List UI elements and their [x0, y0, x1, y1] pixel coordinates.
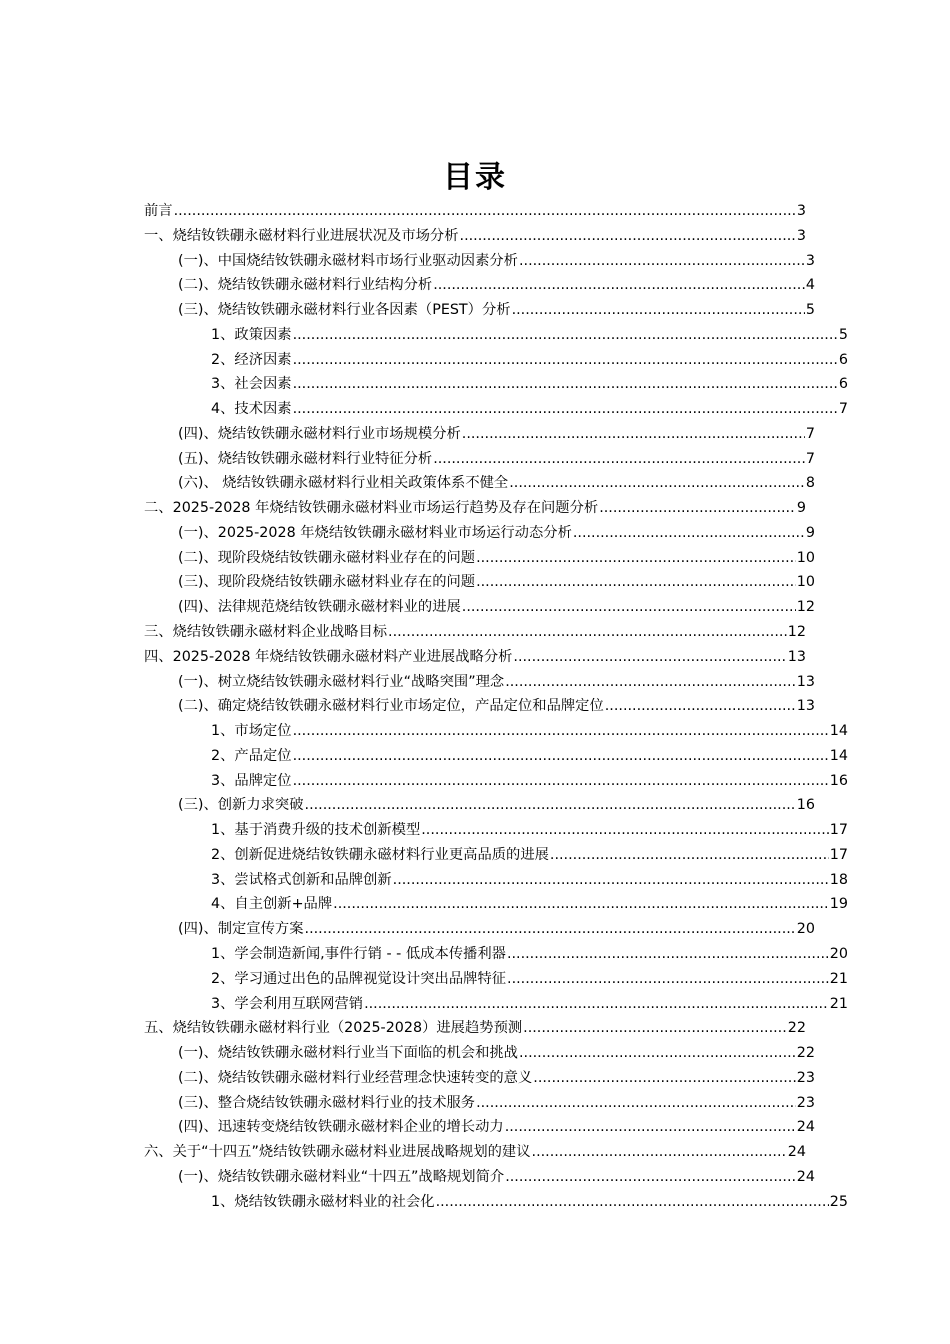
toc-entry[interactable] — [144, 224, 806, 249]
toc-page-number: 25 — [829, 1193, 848, 1210]
toc-entry-label: 3、社会因素 — [211, 376, 292, 393]
toc-entry-label: (三)、整合烧结钕铁硼永磁材料行业的技术服务 — [178, 1094, 476, 1111]
toc-dot-leader — [507, 942, 829, 967]
toc-entry[interactable] — [144, 298, 815, 323]
toc-dot-leader — [519, 1041, 796, 1066]
toc-dot-leader — [505, 1115, 796, 1140]
toc-page-number: 13 — [796, 698, 815, 715]
toc-dot-leader — [436, 1190, 829, 1215]
toc-page-number: 3 — [805, 252, 815, 269]
toc-entry-label: 3、品牌定位 — [211, 772, 292, 789]
toc-page-number: 16 — [829, 772, 848, 789]
toc-entry-label: 二、2025-2028 年烧结钕铁硼永磁材料业市场运行趋势及存在问题分析 — [144, 500, 599, 517]
toc-page-number: 19 — [829, 896, 848, 913]
toc-entry-label: 六、关于“十四五”烧结钕铁硼永磁材料业进展战略规划的建议 — [144, 1144, 531, 1161]
toc-entry[interactable] — [144, 917, 815, 942]
toc-entry-label: 2、创新促进烧结钕铁硼永磁材料行业更高品质的进展 — [211, 846, 549, 863]
toc-entry[interactable] — [144, 694, 815, 719]
toc-dot-leader — [460, 224, 796, 249]
toc-dot-leader — [523, 1016, 787, 1041]
toc-entry[interactable] — [144, 595, 815, 620]
toc-entry[interactable] — [144, 1165, 815, 1190]
toc-entry-label: (三)、现阶段烧结钕铁硼永磁材料业存在的问题 — [178, 574, 476, 591]
toc-dot-leader — [512, 298, 805, 323]
toc-page-number: 17 — [829, 822, 848, 839]
toc-entry-label: 1、烧结钕铁硼永磁材料业的社会化 — [211, 1193, 435, 1210]
toc-page-number: 24 — [796, 1168, 815, 1185]
toc-entry[interactable] — [144, 372, 848, 397]
toc-entry-label: 四、2025-2028 年烧结钕铁硼永磁材料产业进展战略分析 — [144, 648, 513, 665]
toc-dot-leader — [550, 843, 829, 868]
toc-dot-leader — [462, 422, 805, 447]
toc-page-number: 23 — [796, 1094, 815, 1111]
toc-entry[interactable] — [144, 323, 848, 348]
toc-entry[interactable] — [144, 422, 815, 447]
toc-dot-leader — [293, 397, 838, 422]
toc-entry-label: (一)、2025-2028 年烧结钕铁硼永磁材料业市场运行动态分析 — [178, 524, 572, 541]
toc-entry[interactable] — [144, 496, 806, 521]
toc-entry[interactable] — [144, 1190, 848, 1215]
toc-page-number: 13 — [796, 673, 815, 690]
toc-page-number: 6 — [838, 351, 848, 368]
toc-entry-label: (五)、烧结钕铁硼永磁材料行业特征分析 — [178, 450, 433, 467]
toc-entry-label: (四)、法律规范烧结钕铁硼永磁材料业的进展 — [178, 599, 461, 616]
toc-entry[interactable] — [144, 397, 848, 422]
toc-dot-leader — [305, 793, 796, 818]
toc-entry[interactable] — [144, 992, 848, 1017]
toc-dot-leader — [388, 620, 787, 645]
toc-entry-label: 4、自主创新+品牌 — [211, 896, 333, 913]
toc-page-number: 5 — [805, 302, 815, 319]
toc-entry[interactable] — [144, 1140, 806, 1165]
toc-dot-leader — [573, 521, 805, 546]
toc-dot-leader — [293, 348, 838, 373]
toc-entry[interactable] — [144, 199, 806, 224]
toc-page-number: 12 — [796, 599, 815, 616]
toc-page-number: 22 — [787, 1020, 806, 1037]
toc-entry[interactable] — [144, 1091, 815, 1116]
toc-page-number: 4 — [805, 277, 815, 294]
toc-entry-label: (三)、烧结钕铁硼永磁材料行业各因素（PEST）分析 — [178, 302, 511, 319]
toc-entry[interactable] — [144, 892, 848, 917]
toc-entry-label: 五、烧结钕铁硼永磁材料行业（2025-2028）进展趋势预测 — [144, 1020, 523, 1037]
toc-entry-label: (六)、 烧结钕铁硼永磁材料行业相关政策体系不健全 — [178, 475, 509, 492]
toc-dot-leader — [293, 744, 829, 769]
toc-entry[interactable] — [144, 868, 848, 893]
toc-page-number: 23 — [796, 1069, 815, 1086]
toc-entry-label: 前言 — [144, 203, 173, 219]
toc-page-number: 13 — [787, 648, 806, 665]
toc-entry[interactable] — [144, 620, 806, 645]
toc-dot-leader — [293, 769, 829, 794]
toc-dot-leader — [433, 273, 805, 298]
toc-page-number: 17 — [829, 846, 848, 863]
toc-page-number: 3 — [796, 227, 806, 244]
toc-entry-label: 三、烧结钕铁硼永磁材料企业战略目标 — [144, 624, 388, 641]
toc-entry[interactable] — [144, 471, 815, 496]
toc-dot-leader — [433, 447, 805, 472]
toc-dot-leader — [476, 570, 796, 595]
toc-entry[interactable] — [144, 793, 815, 818]
toc-page-number: 5 — [838, 326, 848, 343]
toc-page-number: 10 — [796, 549, 815, 566]
toc-page-number: 21 — [829, 970, 848, 987]
toc-page-number: 20 — [829, 945, 848, 962]
toc-dot-leader — [293, 372, 838, 397]
toc-title: 目录 — [443, 160, 507, 195]
toc-entry-label: 1、基于消费升级的技术创新模型 — [211, 822, 421, 839]
toc-page-number: 7 — [838, 401, 848, 418]
toc-dot-leader — [599, 496, 796, 521]
toc-page-number: 20 — [796, 921, 815, 938]
toc-dot-leader — [476, 1091, 796, 1116]
toc-entry[interactable] — [144, 769, 848, 794]
toc-dot-leader — [505, 670, 796, 695]
toc-entry-label: (二)、烧结钕铁硼永磁材料行业经营理念快速转变的意义 — [178, 1069, 533, 1086]
toc-dot-leader — [333, 892, 829, 917]
toc-page-number: 8 — [805, 475, 815, 492]
toc-page-number: 3 — [796, 203, 806, 219]
toc-entry-label: 2、经济因素 — [211, 351, 292, 368]
toc-entry[interactable] — [144, 1066, 815, 1091]
toc-dot-leader — [505, 1165, 796, 1190]
toc-entry-label: 4、技术因素 — [211, 401, 292, 418]
toc-entry[interactable] — [144, 1016, 806, 1041]
toc-dot-leader — [293, 323, 838, 348]
toc-entry-label: (二)、烧结钕铁硼永磁材料行业结构分析 — [178, 277, 433, 294]
toc-entry[interactable] — [144, 942, 848, 967]
toc-page-number: 24 — [787, 1144, 806, 1161]
toc-dot-leader — [174, 199, 796, 224]
toc-entry[interactable] — [144, 818, 848, 843]
toc-dot-leader — [305, 917, 796, 942]
toc-dot-leader — [421, 818, 829, 843]
toc-dot-leader — [519, 249, 805, 274]
toc-dot-leader — [532, 1140, 787, 1165]
toc-page-number: 7 — [805, 425, 815, 442]
toc-entry[interactable] — [144, 249, 815, 274]
toc-entry-label: (二)、现阶段烧结钕铁硼永磁材料业存在的问题 — [178, 549, 476, 566]
toc-dot-leader — [507, 967, 829, 992]
toc-entry-label: 3、学会利用互联网营销 — [211, 995, 364, 1012]
toc-entry-label: 1、政策因素 — [211, 326, 292, 343]
toc-entry-label: 3、尝试格式创新和品牌创新 — [211, 871, 392, 888]
toc-entry-label: 2、学习通过出色的品牌视觉设计突出品牌特征 — [211, 970, 507, 987]
toc-entry[interactable] — [144, 645, 806, 670]
toc-entry-label: 1、学会制造新闻,事件行销 - - 低成本传播利器 — [211, 945, 506, 962]
toc-entry[interactable] — [144, 967, 848, 992]
toc-entry-label: (四)、迅速转变烧结钕铁硼永磁材料企业的增长动力 — [178, 1119, 504, 1136]
toc-entry[interactable] — [144, 1041, 815, 1066]
toc-dot-leader — [476, 546, 796, 571]
toc-entry[interactable] — [144, 670, 815, 695]
toc-entry-label: (三)、创新力求突破 — [178, 797, 304, 814]
toc-entry[interactable] — [144, 843, 848, 868]
toc-entry-label: 2、产品定位 — [211, 747, 292, 764]
toc-page-number: 12 — [787, 624, 806, 641]
toc-entry[interactable] — [144, 447, 815, 472]
toc-page-number: 10 — [796, 574, 815, 591]
toc-entry[interactable] — [144, 273, 815, 298]
toc-page-number: 16 — [796, 797, 815, 814]
toc-entry[interactable] — [144, 1115, 815, 1140]
toc-dot-leader — [513, 645, 786, 670]
toc-entry-label: (一)、树立烧结钕铁硼永磁材料行业“战略突围”理念 — [178, 673, 505, 690]
toc-dot-leader — [462, 595, 796, 620]
toc-page-number: 24 — [796, 1119, 815, 1136]
toc-page-number: 22 — [796, 1045, 815, 1062]
toc-entry-label: (四)、制定宣传方案 — [178, 921, 304, 938]
toc-dot-leader — [293, 719, 829, 744]
toc-page-number: 14 — [829, 747, 848, 764]
toc-entry-label: (四)、烧结钕铁硼永磁材料行业市场规模分析 — [178, 425, 461, 442]
toc-page-number: 21 — [829, 995, 848, 1012]
toc-entry-label: (二)、确定烧结钕铁硼永磁材料行业市场定位，产品定位和品牌定位 — [178, 698, 604, 715]
toc-entry-label: (一)、中国烧结钕铁硼永磁材料市场行业驱动因素分析 — [178, 252, 518, 269]
toc-page-number: 7 — [805, 450, 815, 467]
toc-entry[interactable] — [144, 570, 815, 595]
toc-entry[interactable] — [144, 744, 848, 769]
toc-dot-leader — [364, 992, 829, 1017]
toc-entry-label: (一)、烧结钕铁硼永磁材料业“十四五”战略规划简介 — [178, 1168, 505, 1185]
toc-entry[interactable] — [144, 719, 848, 744]
toc-entry[interactable] — [144, 546, 815, 571]
toc-dot-leader — [509, 471, 805, 496]
toc-entry[interactable] — [144, 521, 815, 546]
toc-dot-leader — [533, 1066, 796, 1091]
toc-entry[interactable] — [144, 348, 848, 373]
toc-page-number: 18 — [829, 871, 848, 888]
toc-page-number: 9 — [805, 524, 815, 541]
toc-page-number: 6 — [838, 376, 848, 393]
table-of-contents — [144, 199, 848, 1214]
toc-entry-label: 1、市场定位 — [211, 723, 292, 740]
toc-dot-leader — [605, 694, 796, 719]
toc-entry-label: 一、烧结钕铁硼永磁材料行业进展状况及市场分析 — [144, 227, 459, 244]
toc-entry-label: (一)、烧结钕铁硼永磁材料行业当下面临的机会和挑战 — [178, 1045, 518, 1062]
toc-page-number: 9 — [796, 500, 806, 517]
toc-dot-leader — [393, 868, 829, 893]
toc-page-number: 14 — [829, 723, 848, 740]
